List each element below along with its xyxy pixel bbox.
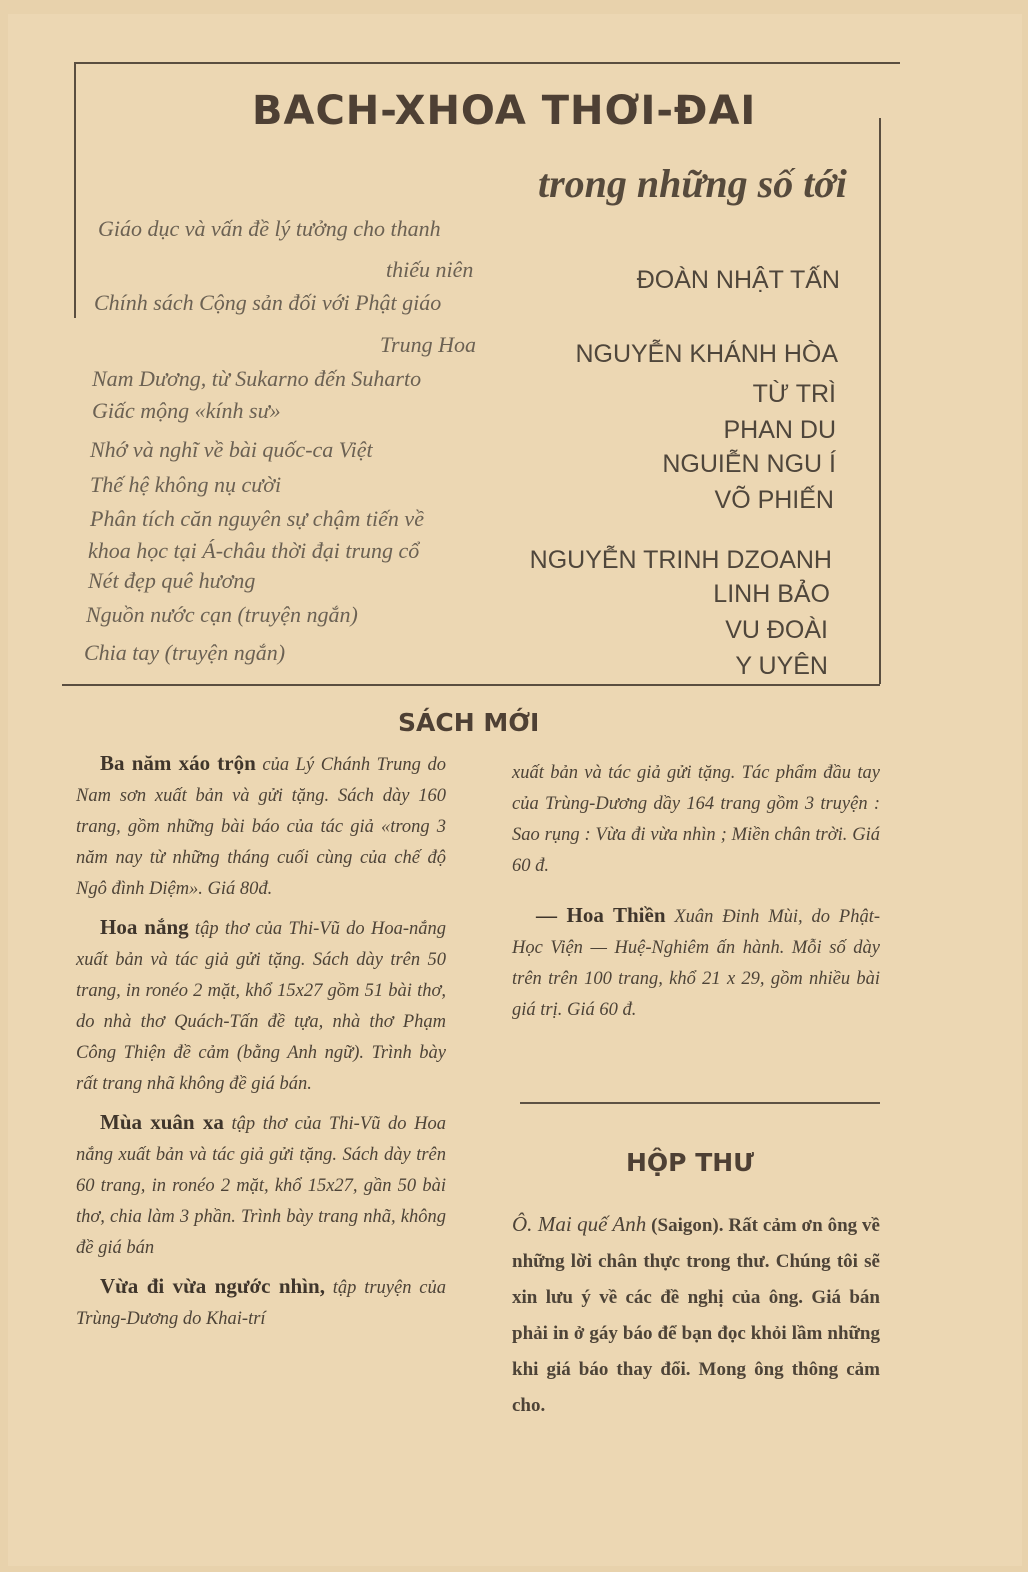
new-books-right-column xyxy=(512,758,880,1026)
article-title: Thế hệ không nụ cười xyxy=(90,472,282,497)
article-title: Nét đẹp quê hương xyxy=(88,568,256,593)
article-title: Giáo dục và vấn đề lý tưởng cho thanh xyxy=(98,216,441,241)
article-author: TỪ TRÌ xyxy=(752,380,836,408)
mailbox-letter xyxy=(512,1206,880,1424)
book-entry xyxy=(512,900,880,1026)
article-title: Chính sách Cộng sản đối với Phật giáo xyxy=(94,290,442,315)
book-description: tập truyện của Trùng-Dương do Khai-trí xyxy=(76,1278,446,1329)
book-description: Xuân Đinh Mùi, do Phật-Học Viện — Huệ-Nghiêm ấn hành. Mỗi số dày trên trên 100 trang, khổ 21 x 29, gồm nhiều bài giá trị. Giá 60 đ. xyxy=(512,907,880,1020)
article-title: Nam Dương, từ Sukarno đến Suharto xyxy=(92,366,422,391)
book-entry-continued: xuất bản và tác giả gửi tặng. Tác phẩm đầu tay của Trùng-Dương dầy 164 trang gồm 3 truyện : Sao rụng : Vừa đi vừa nhìn ; Miền chân trời. Giá 60 đ. xyxy=(512,763,880,876)
article-author: NGUYỄN KHÁNH HÒA xyxy=(575,340,838,368)
article-author: LINH BẢO xyxy=(713,580,830,608)
box-bottom-border xyxy=(62,684,880,686)
section-divider xyxy=(520,1102,880,1104)
article-title: khoa học tại Á-châu thời đại trung cổ xyxy=(88,538,420,563)
article-author: PHAN DU xyxy=(723,416,836,444)
book-entry xyxy=(76,1107,446,1264)
book-description: của Lý Chánh Trung do Nam sơn xuất bản và gửi tặng. Sách dày 160 trang, gồm những bài báo của tác giả «trong 3 năm nay từ những tháng cuối cùng của chế độ Ngô đình Diệm». Giá 80đ. xyxy=(76,755,446,899)
book-title: Mùa xuân xa xyxy=(100,1110,224,1134)
mailbox-heading: HỘP THƯ xyxy=(626,1148,755,1177)
letter-location: (Saigon). xyxy=(646,1215,724,1236)
book-entry xyxy=(76,1271,446,1335)
article-title: Nhớ và nghĩ về bài quốc-ca Việt xyxy=(90,437,373,462)
book-title: Hoa nắng xyxy=(100,915,189,939)
book-entry xyxy=(76,912,446,1100)
article-author: NGUIỄN NGU Í xyxy=(662,450,836,478)
article-author: NGUYỄN TRINH DZOANH xyxy=(529,546,832,574)
box-top-border xyxy=(74,62,900,64)
book-entry xyxy=(76,748,446,905)
box-right-border xyxy=(879,118,881,684)
box-left-border xyxy=(74,62,76,318)
new-books-heading: SÁCH MỚI xyxy=(398,708,540,737)
new-books-left-column xyxy=(76,748,446,1335)
letter-body: Rất cảm ơn ông về những lời chân thực trong thư. Chúng tôi sẽ xin lưu ý về các đề nghị của ông. Giá bán phải in ở gáy báo để bạn đọc khỏi lầm những khi giá báo thay đổi. Mong ông thông cảm cho. xyxy=(512,1215,880,1416)
article-author: ĐOÀN NHẬT TẤN xyxy=(636,266,840,294)
book-title: Vừa đi vừa ngước nhìn, xyxy=(100,1274,325,1298)
article-author: VÕ PHIẾN xyxy=(714,486,834,514)
book-title: Ba năm xáo trộn xyxy=(100,751,256,775)
article-title: Nguồn nước cạn (truyện ngắn) xyxy=(86,602,358,627)
book-description: tập thơ của Thi-Vũ do Hoa-nắng xuất bản và tác giả gửi tặng. Sách dày trên 50 trang, in ronéo 2 mặt, khổ 15x27 gồm 51 bài thơ, do nhà thơ Quách-Tấn đề tựa, nhà thơ Phạm Công Thiện đề cảm (bằng Anh ngữ). Trình bày rất trang nhã không đề giá bán. xyxy=(76,919,446,1094)
article-title: Giấc mộng «kính sư» xyxy=(92,398,281,423)
upcoming-subtitle: trong những số tới xyxy=(538,161,847,206)
article-title: Chia tay (truyện ngắn) xyxy=(84,640,286,665)
book-description: tập thơ của Thi-Vũ do Hoa nắng xuất bản và tác giả gửi tặng. Sách dày trên 60 trang, in ronéo 2 mặt, khổ 15x27, gần 50 bài thơ, chia làm 3 phần. Trình bày trang nhã, không đề giá bán xyxy=(76,1114,447,1258)
magazine-title: BACH-XHOA THƠI-ĐAI xyxy=(252,88,757,134)
letter-addressee: Ô. Mai quế Anh xyxy=(512,1212,647,1236)
mailbox-column xyxy=(512,1206,880,1424)
article-title: Phân tích căn nguyên sự chậm tiến về xyxy=(90,506,424,531)
article-title: thiếu niên xyxy=(386,257,474,282)
article-author: VU ĐOÀI xyxy=(725,616,828,644)
article-title: Trung Hoa xyxy=(380,332,476,357)
article-author: Y UYÊN xyxy=(735,652,828,680)
book-title: — Hoa Thiền xyxy=(536,903,666,927)
